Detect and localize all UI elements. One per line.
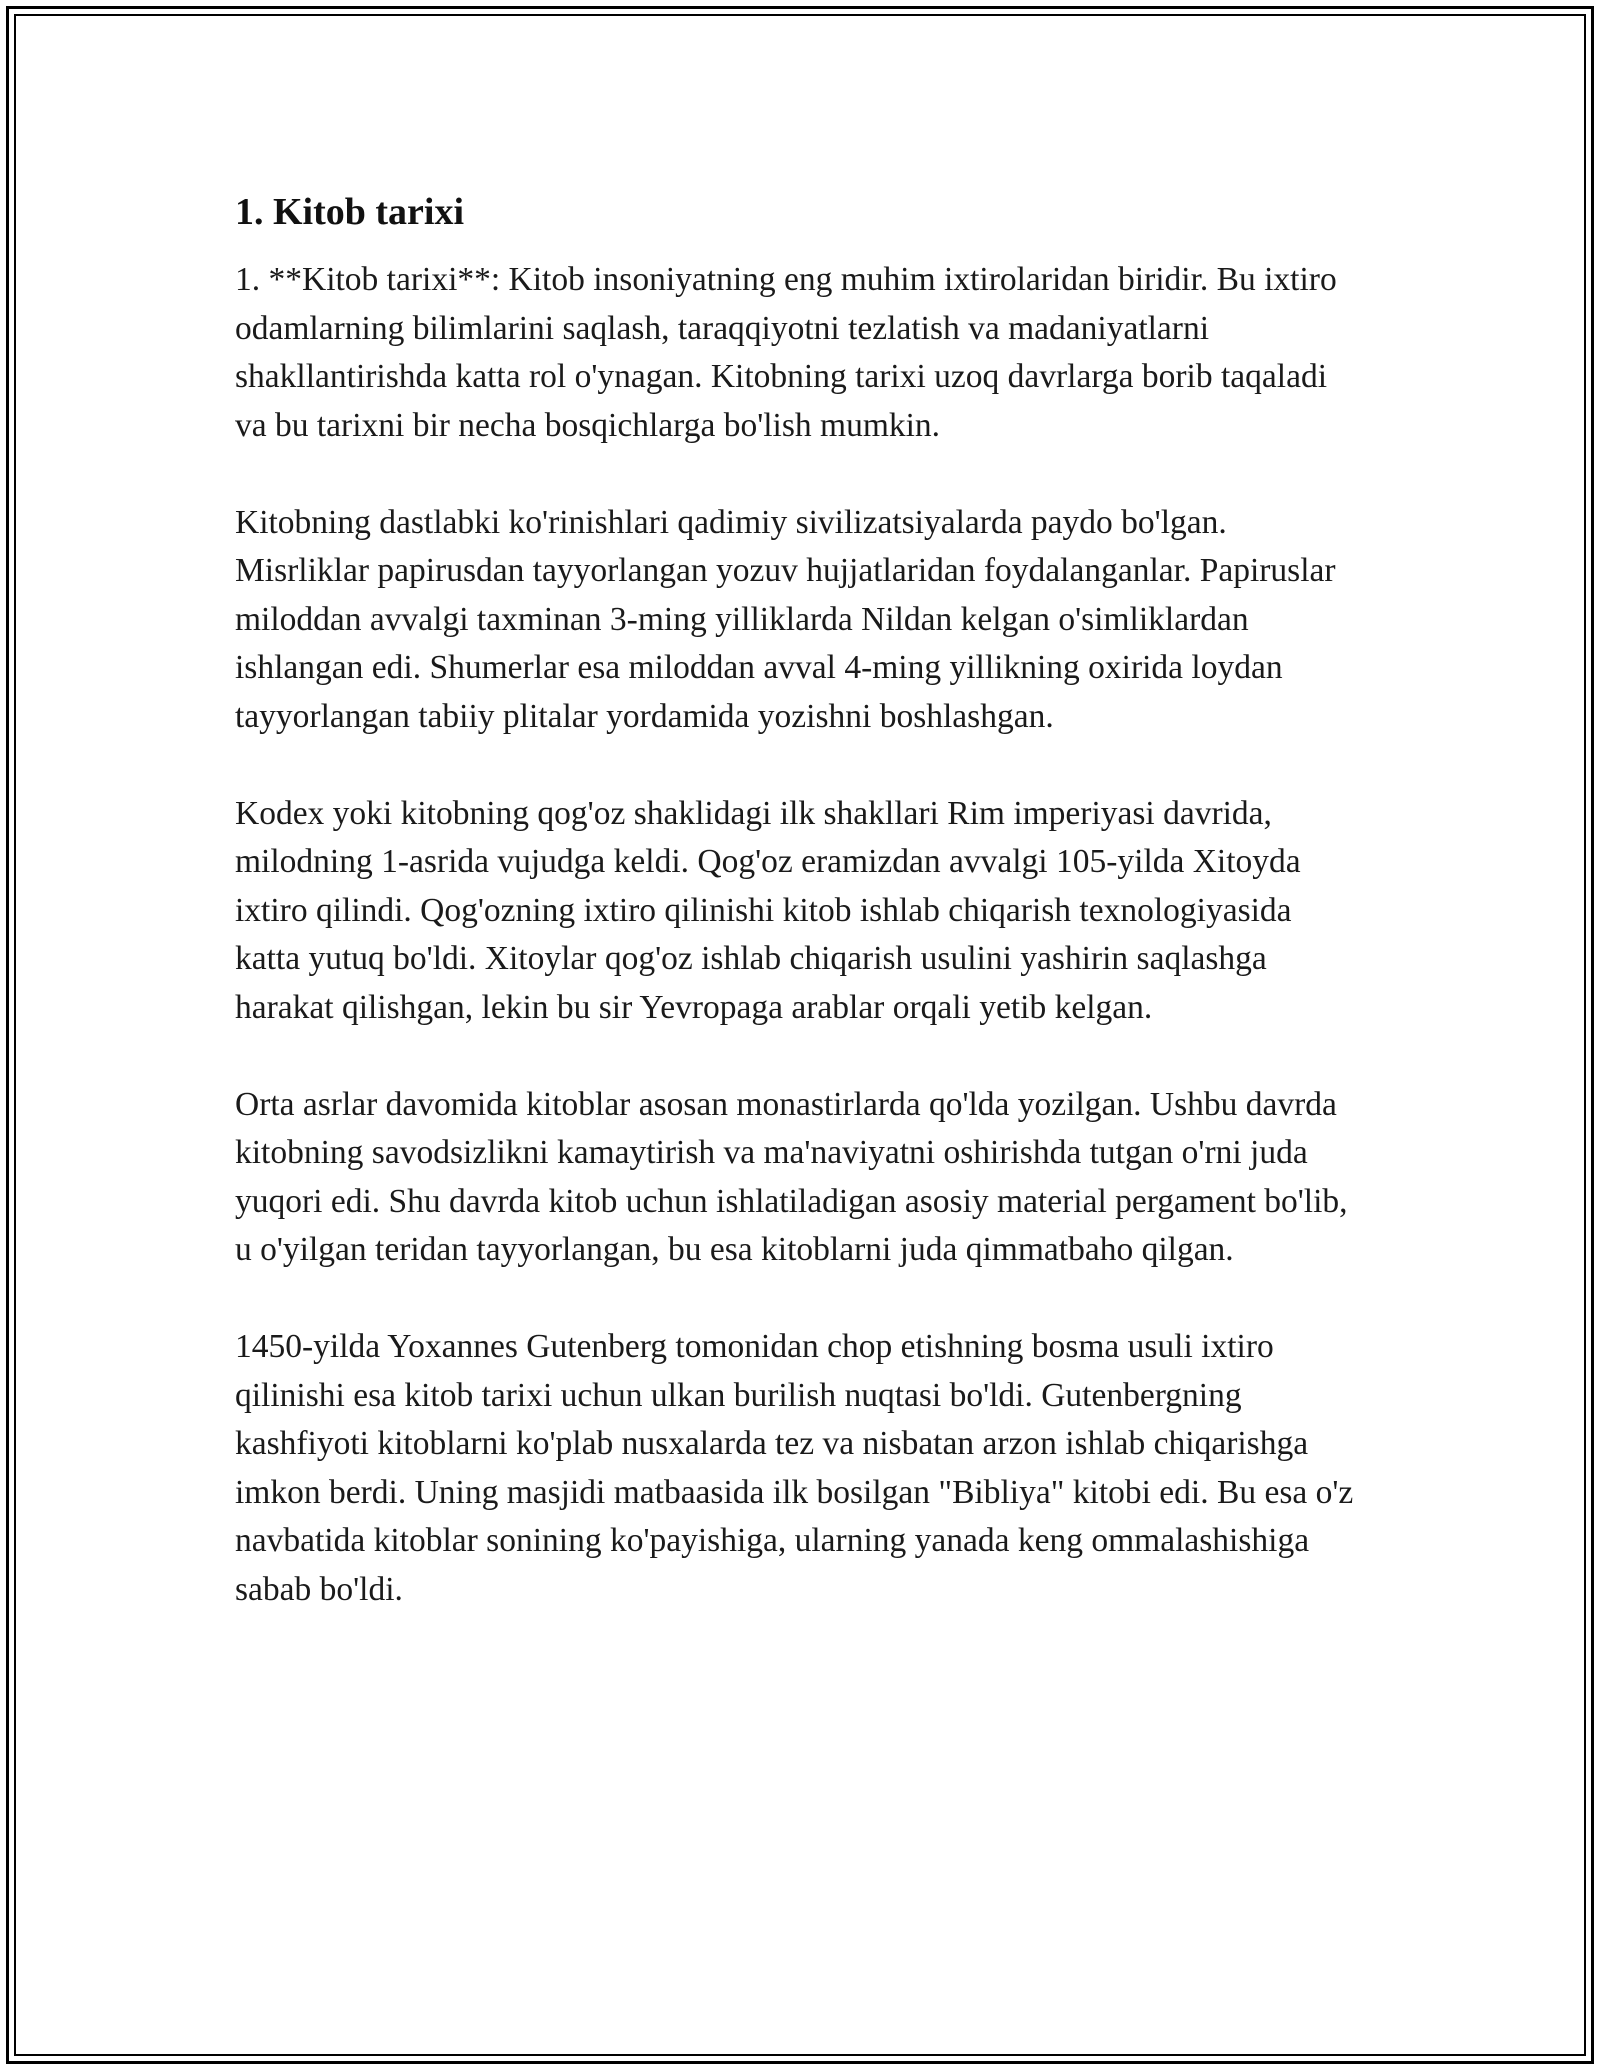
- section-heading: 1. Kitob tarixi: [235, 191, 465, 233]
- paragraph-middle-ages: Orta asrlar davomida kitoblar asosan monastirlarda qo'lda yozilgan. Ushbu davrda kitobning savodsizlikni kamaytirish va ma'naviyatni oshirishda tutgan o'rni juda yuqori edi. Shu davrda kitob uchun ishlatiladigan asosiy material pergament bo'lib, u o'yilgan teridan tayyorlangan, bu esa kitoblarni juda qimmatbaho qilgan.: [235, 1085, 1348, 1268]
- paragraph-codex-paper: Kodex yoki kitobning qog'oz shaklidagi ilk shakllari Rim imperiyasi davrida, milodning 1-asrida vujudga keldi. Qog'oz eramizdan avvalgi 105-yilda Xitoyda ixtiro qilindi. Qog'ozning ixtiro qilinishi kitob ishlab chiqarish texnologiyasida katta yutuq bo'ldi. Xitoylar qog'oz ishlab chiqarish usulini yashirin saqlashga harakat qilishgan, lekin bu sir Yevropaga arablar orqali yetib kelgan.: [235, 794, 1301, 1026]
- paragraph-ancient-civilizations: Kitobning dastlabki ko'rinishlari qadimiy sivilizatsiyalarda paydo bo'lgan. Misrliklar papirusdan tayyorlangan yozuv hujjatlaridan foydalanganlar. Papiruslar miloddan avvalgi taxminan 3-ming yilliklarda Nildan kelgan o'simliklardan ishlangan edi. Shumerlar esa miloddan avval 4-ming yillikning oxirida loydan tayyorlangan tabiiy plitalar yordamida yozishni boshlashgan.: [235, 503, 1336, 735]
- paragraph-gutenberg: 1450-yilda Yoxannes Gutenberg tomonidan chop etishning bosma usuli ixtiro qilinishi esa kitob tarixi uchun ulkan burilish nuqtasi bo'ldi. Gutenbergning kashfiyoti kitoblarni ko'plab nusxalarda tez va nisbatan arzon ishlab chiqarishga imkon berdi. Uning masjidi matbaasida ilk bosilgan "Bibliya" kitobi edi. Bu esa o'z navbatida kitoblar sonining ko'payishiga, ularning yanada keng ommalashishiga sabab bo'ldi.: [235, 1328, 1354, 1608]
- paragraph-intro: 1. **Kitob tarixi**: Kitob insoniyatning eng muhim ixtirolaridan biridir. Bu ixtiro odamlarning bilimlarini saqlash, taraqqiyotni tezlatish va madaniyatlarni shakllantirishda katta rol o'ynagan. Kitobning tarixi uzoq davrlarga borib taqaladi va bu tarixni bir necha bosqichlarga bo'lish mumkin.: [235, 261, 1337, 444]
- document-body: [235, 186, 1365, 1614]
